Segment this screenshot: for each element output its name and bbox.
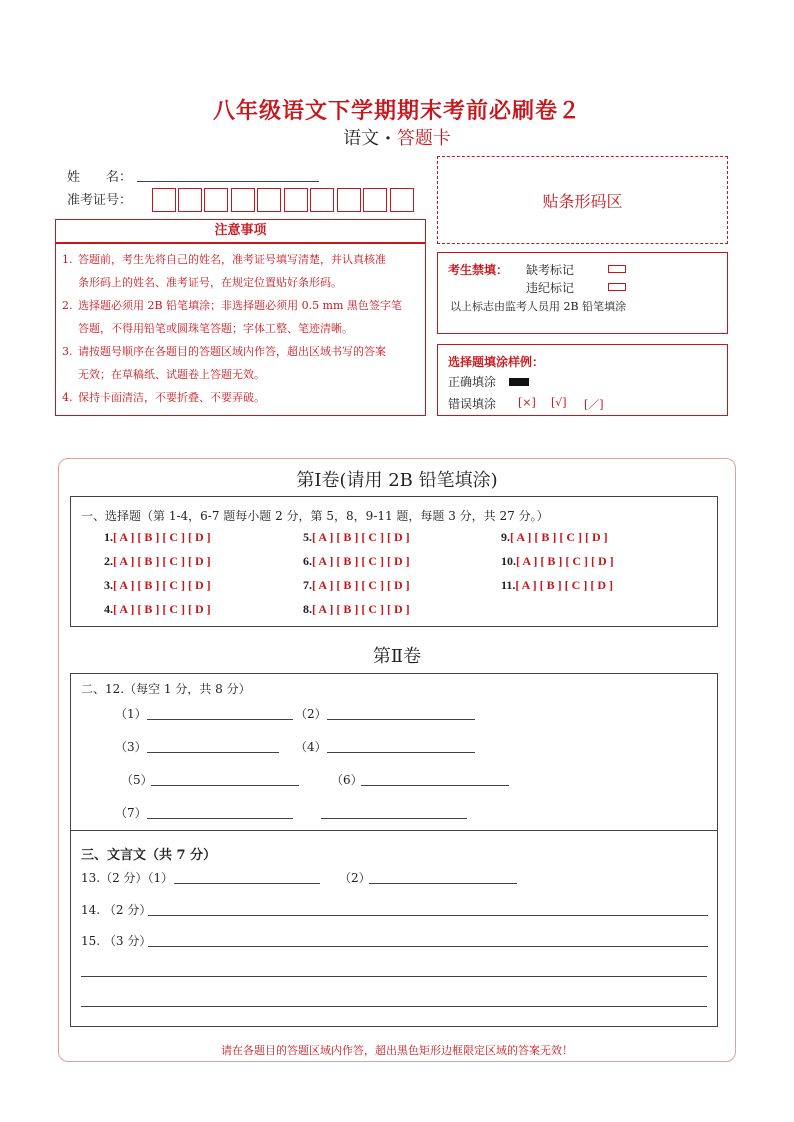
part1-title: 第Ⅰ卷(请用 2B 铅笔填涂) <box>296 470 498 491</box>
mc-question-2[interactable]: 2.[ A ] [ B ] [ C ] [ D ] <box>104 554 211 568</box>
mc-question-9[interactable]: 9.[ A ] [ B ] [ C ] [ D ] <box>501 530 608 544</box>
name-field[interactable] <box>137 180 319 182</box>
multiple-choice-box <box>70 496 718 627</box>
blank-line-2[interactable] <box>327 718 475 720</box>
blank-label-5: （5） <box>121 773 153 787</box>
id-label: 准考证号： <box>67 193 133 208</box>
correct-fill-mark <box>509 378 529 386</box>
mc-question-10[interactable]: 10.[ A ] [ B ] [ C ] [ D ] <box>501 554 614 568</box>
page-title: 八年级语文下学期期末考前必刷卷２ <box>212 98 581 124</box>
fill-blank-box <box>70 673 718 831</box>
mc-question-1[interactable]: 1.[ A ] [ B ] [ C ] [ D ] <box>104 530 211 544</box>
blank-line-7[interactable] <box>147 817 293 819</box>
subtitle <box>0 124 794 150</box>
answer-card-label: 答题卡 <box>396 128 451 149</box>
mc-question-11[interactable]: 11.[ A ] [ B ] [ C ] [ D ] <box>501 578 613 592</box>
id-digit-box[interactable] <box>284 188 308 212</box>
mc-question-3[interactable]: 3.[ A ] [ B ] [ C ] [ D ] <box>104 578 211 592</box>
blank-line-1[interactable] <box>147 718 293 720</box>
wrong-mark-check: [√] <box>551 396 567 409</box>
notice-title: 注意事项 <box>55 219 426 243</box>
blank-line-6[interactable] <box>361 784 509 786</box>
id-digit-box[interactable] <box>257 188 281 212</box>
mc-question-6[interactable]: 6.[ A ] [ B ] [ C ] [ D ] <box>303 554 410 568</box>
correct-fill-label: 正确填涂 <box>448 375 497 389</box>
violation-mark-box[interactable] <box>608 283 626 291</box>
q14-answer-line[interactable] <box>148 914 708 916</box>
id-digit-box[interactable] <box>337 188 361 212</box>
blank-label-4: （4） <box>295 740 327 754</box>
q14-label: 14. （2 分） <box>81 903 152 917</box>
q15-label: 15. （3 分） <box>81 934 152 948</box>
sec3-title: 三、文言文（共 7 分） <box>81 848 217 863</box>
id-digit-box[interactable] <box>231 188 255 212</box>
notice-item: 1. 答题前，考生先将自己的姓名，准考证号填写清楚，并认真核准 条形码上的姓名、准考证号，在规定位置贴好条形码。 <box>62 253 386 289</box>
name-label: 姓 名： <box>67 170 133 185</box>
fill-sample-box <box>437 344 728 416</box>
blank-label-2: （2） <box>295 707 327 721</box>
subject-label: 语文 <box>343 128 380 149</box>
id-digit-box[interactable] <box>390 188 414 212</box>
blank-label-3: （3） <box>115 740 147 754</box>
notice-item: 4. 保持卡面清洁，不要折叠、不要弄破。 <box>62 391 265 404</box>
id-digit-box[interactable] <box>204 188 228 212</box>
fill-sample-title: 选择题填涂样例： <box>448 355 545 369</box>
q15-answer-line[interactable] <box>81 975 707 977</box>
separator-dot: · <box>384 128 392 149</box>
absent-mark-box[interactable] <box>608 265 626 273</box>
notice-box <box>55 243 426 416</box>
q15-answer-line[interactable] <box>81 1005 707 1007</box>
blank-label-7: （7） <box>115 806 147 820</box>
blank-label-1: （1） <box>115 707 147 721</box>
blank-line-3[interactable] <box>147 751 279 753</box>
part2-title: 第Ⅱ卷 <box>372 646 422 667</box>
barcode-label: 贴条形码区 <box>542 191 623 211</box>
id-digit-box[interactable] <box>152 188 176 212</box>
notice-item: 2. 选择题必须用 2B 铅笔填涂；非选择题必须用 0.5 mm 黑色签字笔 答题，不得用铅笔或圆珠笔答题；字体工整、笔迹清晰。 <box>62 299 402 335</box>
classical-chinese-box <box>70 830 718 1027</box>
id-digit-box[interactable] <box>178 188 202 212</box>
id-number-boxes[interactable] <box>152 188 418 212</box>
q13-answer-1[interactable] <box>174 882 320 884</box>
q13-label-2: （2） <box>339 871 371 885</box>
blank-line-5[interactable] <box>151 784 299 786</box>
wrong-mark-slash: [／] <box>584 398 604 411</box>
barcode-area <box>437 156 728 244</box>
blank-line-4[interactable] <box>327 751 475 753</box>
absent-mark-label: 缺考标记 <box>526 263 575 277</box>
notice-item: 3. 请按题号顺序在各题目的答题区域内作答，超出区域书写的答案 无效；在草稿纸、试题卷上答题无效。 <box>62 345 386 381</box>
id-digit-box[interactable] <box>310 188 334 212</box>
mc-question-5[interactable]: 5.[ A ] [ B ] [ C ] [ D ] <box>303 530 410 544</box>
mc-section-title: 一、选择题（第 1-4，6-7 题每小题 2 分，第 5，8，9-11 题，每题 3 分，共 27 分。） <box>81 509 549 523</box>
q13-answer-2[interactable] <box>369 882 517 884</box>
blank-line-8[interactable] <box>321 817 467 819</box>
id-digit-box[interactable] <box>363 188 387 212</box>
q15-answer-line[interactable] <box>148 945 708 947</box>
mc-question-8[interactable]: 8.[ A ] [ B ] [ C ] [ D ] <box>303 602 410 616</box>
proctor-only-label: 考生禁填： <box>448 263 509 277</box>
footer-warning: 请在各题目的答题区域内作答，超出黑色矩形边框限定区域的答案无效！ <box>221 1044 573 1057</box>
mc-question-7[interactable]: 7.[ A ] [ B ] [ C ] [ D ] <box>303 578 410 592</box>
proctor-only-box <box>437 252 728 334</box>
mc-question-4[interactable]: 4.[ A ] [ B ] [ C ] [ D ] <box>104 602 211 616</box>
violation-mark-label: 违纪标记 <box>526 281 575 295</box>
sec2-title: 二、12.（每空 1 分，共 8 分） <box>81 682 251 696</box>
wrong-fill-label: 错误填涂 <box>448 397 497 411</box>
q13-label: 13.（2 分）（1） <box>81 871 174 885</box>
proctor-note: 以上标志由监考人员用 2B 铅笔填涂 <box>450 300 627 313</box>
blank-label-6: （6） <box>331 773 363 787</box>
wrong-mark-cross: [×] <box>518 396 536 409</box>
